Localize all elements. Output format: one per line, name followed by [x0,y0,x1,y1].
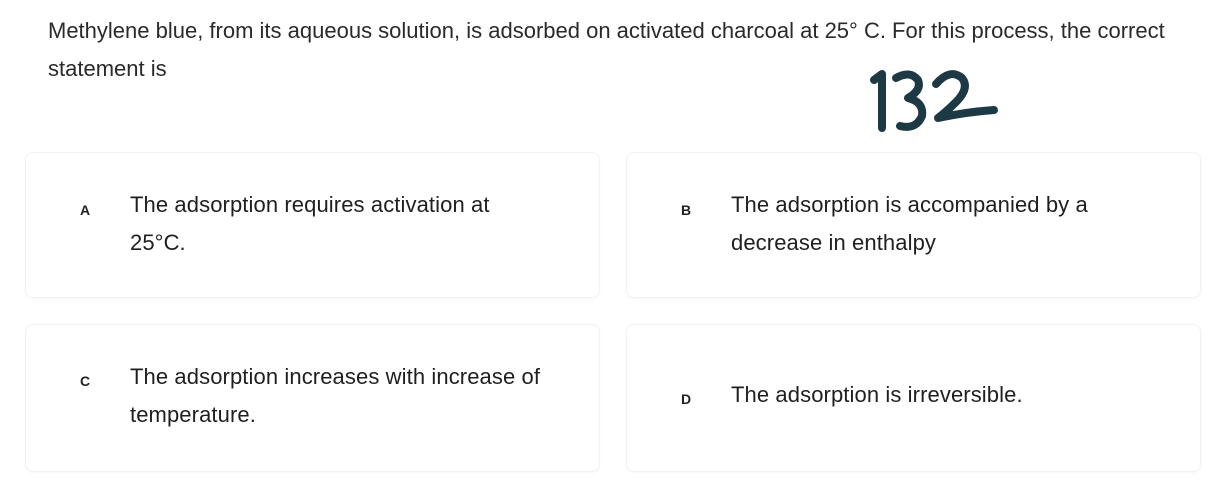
option-text-d: The adsorption is irreversible. [731,382,1023,407]
option-c[interactable] [25,324,600,472]
option-d[interactable] [626,324,1201,472]
option-b[interactable] [626,152,1201,298]
option-letter-d: D [680,391,692,407]
option-text-a: The adsorption requires activation at 25°C. [130,192,490,255]
question-text: Methylene blue, from its aqueous solution, is adsorbed on activated charcoal at 25° C. For this process, the correct statement is [48,18,1165,81]
option-a[interactable] [25,152,600,298]
handwritten-annotation [866,60,1006,140]
option-text-c: The adsorption increases with increase of temperature. [130,364,541,427]
option-letter-b: B [680,202,692,218]
option-letter-a: A [79,202,91,218]
option-letter-c: C [79,373,91,389]
option-text-b: The adsorption is accompanied by a decrease in enthalpy [731,192,1088,255]
